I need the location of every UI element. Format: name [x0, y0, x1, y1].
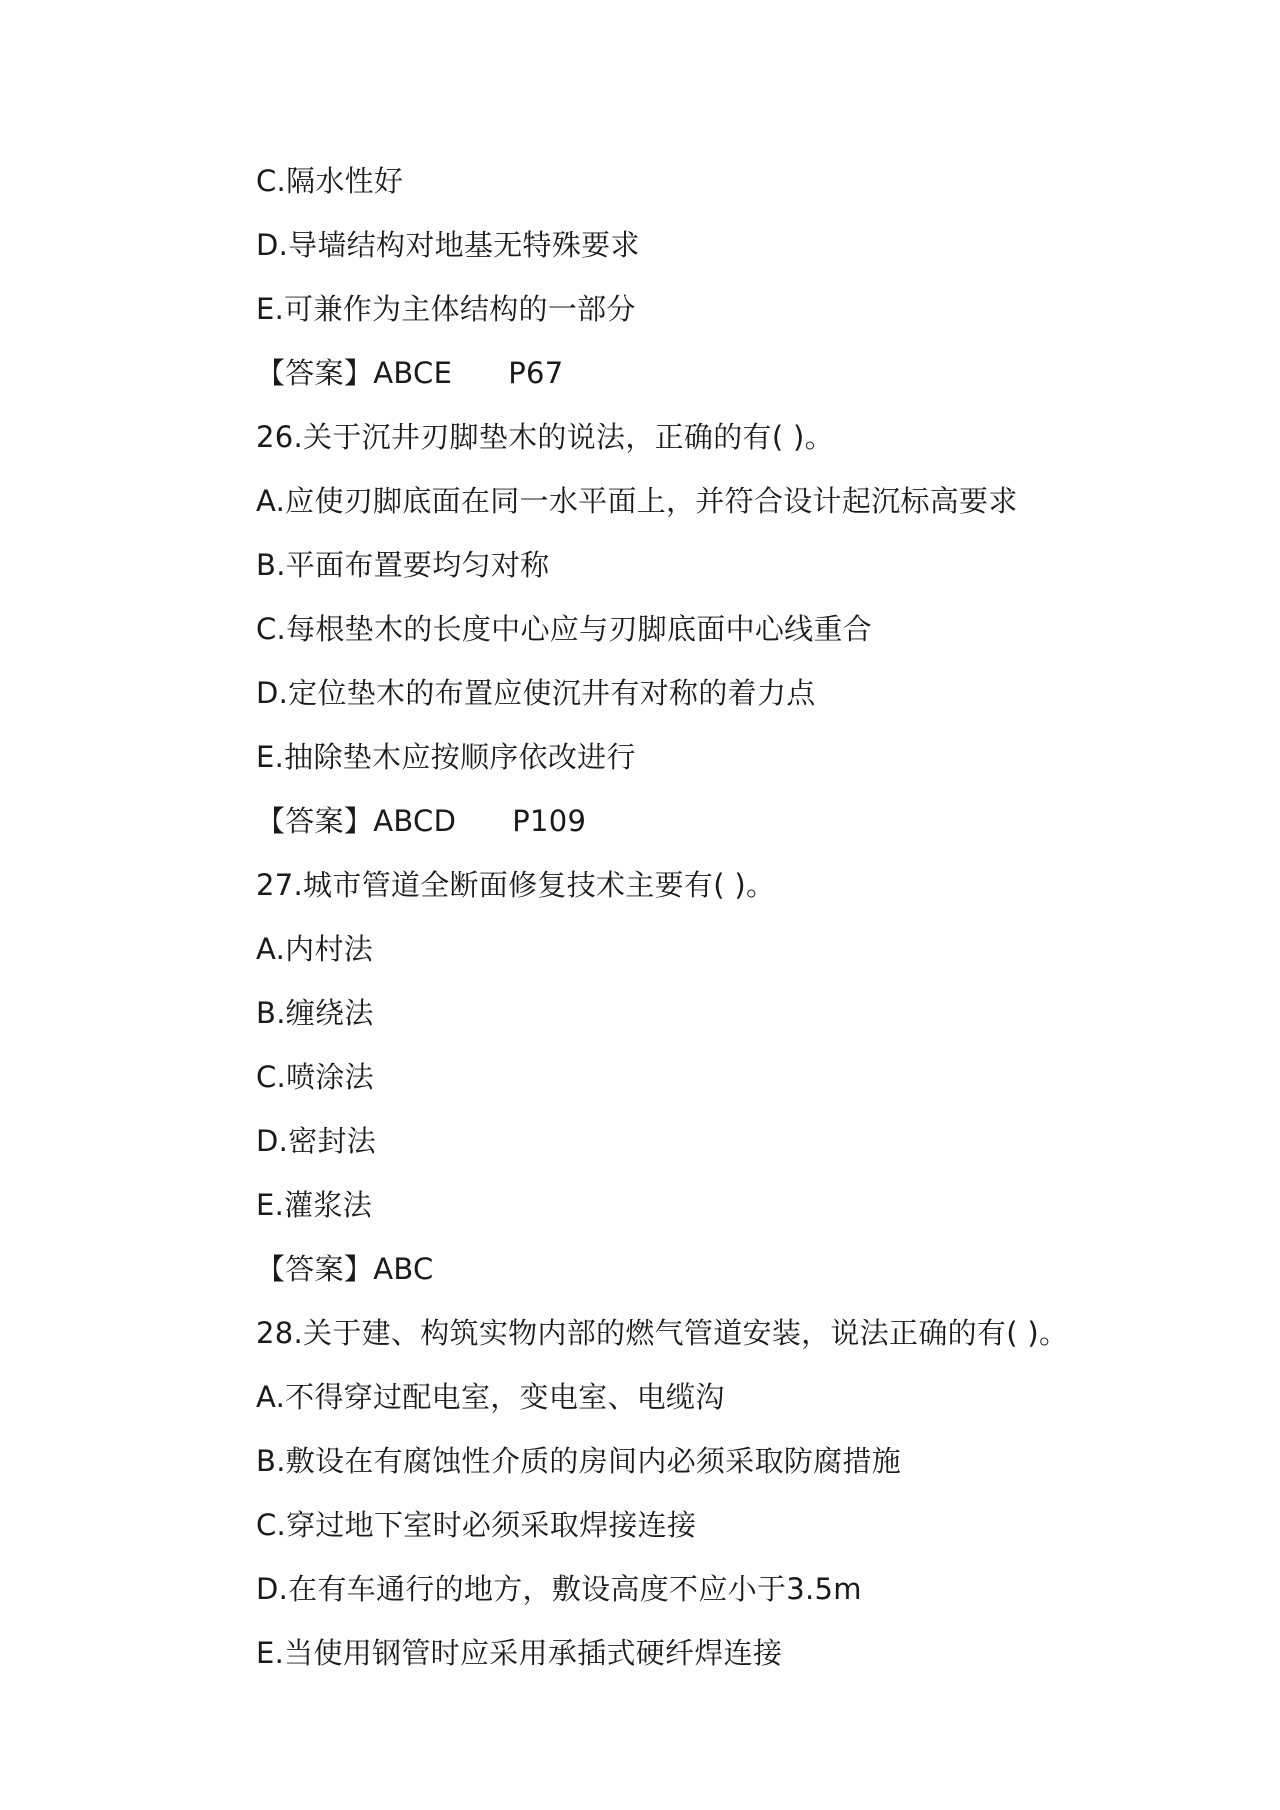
- answer-line: [256, 789, 1256, 853]
- answer-page-ref: P67: [508, 356, 564, 390]
- question-line: 27.城市管道全断面修复技术主要有( )。: [256, 868, 776, 902]
- option-line: D.定位垫木的布置应使沉井有对称的着力点: [256, 676, 816, 710]
- option-line: D.在有车通行的地方，敷设高度不应小于3.5m: [256, 1572, 862, 1606]
- option-line: B.平面布置要均匀对称: [256, 548, 550, 582]
- question-line: 28.关于建、构筑实物内部的燃气管道安装，说法正确的有( )。: [256, 1316, 1069, 1350]
- answer-line: 【答案】ABC: [256, 1252, 434, 1286]
- option-line: E.抽除垫木应按顺序依改进行: [256, 740, 636, 774]
- option-line: E.灌浆法: [256, 1188, 373, 1222]
- answer-line: [256, 341, 1256, 405]
- option-line: A.应使刃脚底面在同一水平面上，并符合设计起沉标高要求: [256, 484, 1018, 518]
- answer-page-ref: P109: [512, 804, 587, 838]
- option-line: C.隔水性好: [256, 164, 404, 198]
- option-line: C.喷涂法: [256, 1060, 374, 1094]
- option-line: A.不得穿过配电室，变电室、电缆沟: [256, 1380, 725, 1414]
- answer-label: 【答案】ABCE: [256, 356, 453, 390]
- answer-label: 【答案】ABCD: [256, 804, 457, 838]
- question-text-block: [256, 149, 1256, 1685]
- question-line: 26.关于沉井刃脚垫木的说法，正确的有( )。: [256, 420, 834, 454]
- option-line: C.穿过地下室时必须采取焊接连接: [256, 1508, 697, 1542]
- option-line: D.密封法: [256, 1124, 377, 1158]
- option-line: E.可兼作为主体结构的一部分: [256, 292, 636, 326]
- option-line: C.每根垫木的长度中心应与刃脚底面中心线重合: [256, 612, 873, 646]
- option-line: D.导墙结构对地基无特殊要求: [256, 228, 640, 262]
- option-line: A.内村法: [256, 932, 374, 966]
- option-line: B.敷设在有腐蚀性介质的房间内必须采取防腐措施: [256, 1444, 902, 1478]
- option-line: B.缠绕法: [256, 996, 374, 1030]
- option-line: E.当使用钢管时应采用承插式硬纤焊连接: [256, 1636, 783, 1670]
